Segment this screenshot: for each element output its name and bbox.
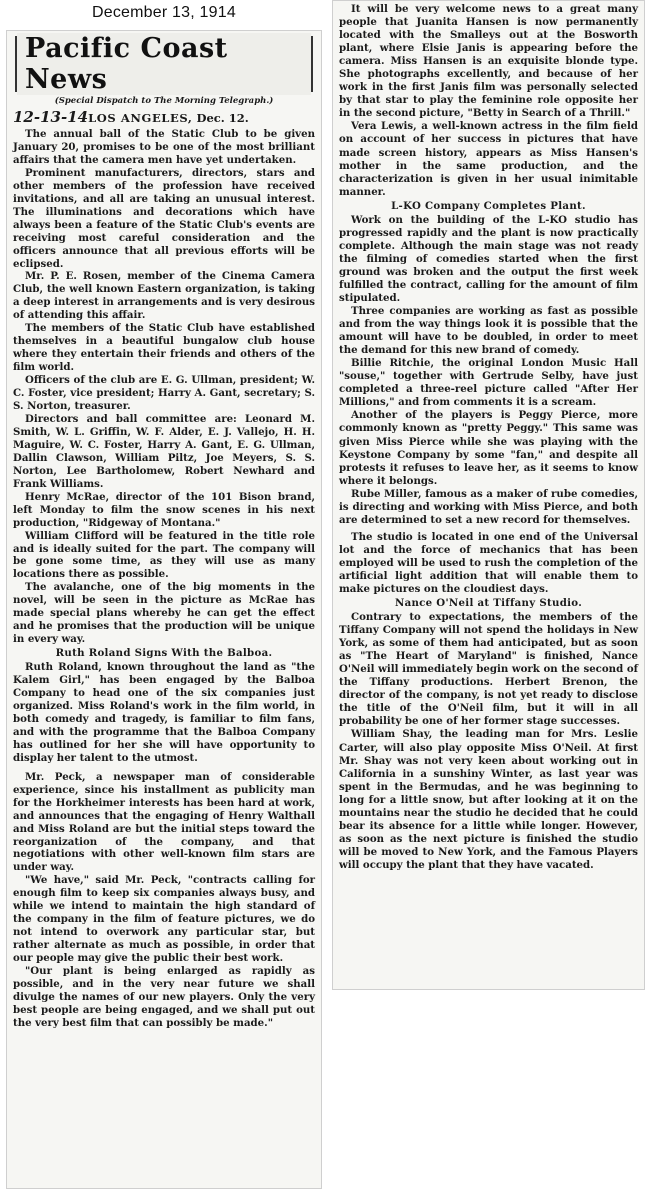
paragraph: Three companies are working as fast as possible and from the way things look it is possible that the amount will have to be doubled, in order to meet the demand for this new brand of comedy. — [339, 305, 638, 357]
masthead-title: Pacific Coast News — [17, 33, 311, 95]
right-column — [332, 0, 645, 990]
paragraph: Ruth Roland, known throughout the land as "the Kalem Girl," has been engaged by the Balboa Company to head one of the six companies just organized. Miss Roland's work in the film world, in both comedy and tragedy, is familiar to film fans, and with the programme that the Balboa Company has outlined for her she will have opportunity to display her talent to the utmost. — [13, 661, 315, 764]
paragraph: Another of the players is Peggy Pierce, more commonly known as "pretty Peggy." This same was given Miss Pierce while she was playing with the Keystone Company by some "fan," and despite all protests it refuses to leave her, as it seems to know where it belongs. — [339, 409, 638, 487]
clipping-date-caption: December 13, 1914 — [92, 4, 236, 21]
dateline-date: Dec. 12. — [192, 111, 249, 125]
paragraph: The avalanche, one of the big moments in the novel, will be seen in the picture as McRae has made special plans whereby he can get the effect and he promises that the production will be unique in every way. — [13, 581, 315, 646]
dateline — [13, 108, 315, 126]
subhead-ruth-roland: Ruth Roland Signs With the Balboa. — [55, 647, 273, 660]
subhead-nance-oneil: Nance O'Neil at Tiffany Studio. — [394, 597, 583, 610]
paragraph: Directors and ball committee are: Leonard M. Smith, W. L. Griffin, W. F. Alder, E. J. Vallejo, H. H. Maguire, W. C. Foster, Harry A. Gant, E. G. Ullman, Dallin Clawson, William Piltz, Joe Meyers, S. S. Norton, Lee Bartholomew, Robert Newhard and Frank Williams. — [13, 412, 315, 490]
paragraph: The studio is located in one end of the Universal lot and the force of mechanics that has been employed will be used to rush the completion of the artificial light addition that will enable them to make pictures on the cloudiest days. — [339, 530, 638, 596]
right-article — [333, 1, 644, 872]
paragraph: William Clifford will be featured in the title role and is ideally suited for the part. The company will be gone some time, as they will use as many locations there as possible. — [13, 529, 315, 581]
paragraph: Billie Ritchie, the original London Music Hall "souse," together with Gertrude Selby, have just completed a three-reel picture called "After Her Millions," and from comments it is a scream. — [339, 357, 638, 409]
left-article-static-club — [7, 128, 321, 1030]
paragraph: Work on the building of the L-KO studio has progressed rapidly and the plant is now practically complete. Although the main stage was not ready the filming of comedies started when the first ground was broken and the output the first week fulfilled the contract, calling for the amount of film stipulated. — [339, 213, 638, 304]
paragraph: Contrary to expectations, the members of the Tiffany Company will not spend the holidays in New York, as some of them had anticipated, but as soon as "The Heart of Maryland" is finished, Nance O'Neil will immediately begin work on the second of the Tiffany productions. Herbert Brenon, the director of the company, is not yet ready to disclose the title of the O'Neil film, but it will in all probability be one of her former stage successes. — [339, 611, 638, 728]
paragraph: The annual ball of the Static Club to be given January 20, promises to be one of the most brilliant affairs that the camera men have yet undertaken. — [13, 128, 315, 166]
left-column — [6, 30, 322, 1189]
masthead — [15, 33, 313, 95]
paragraph: It will be very welcome news to a great many people that Juanita Hansen is now permanently located with the Smalleys out at the Bosworth plant, where Elsie Janis is appearing before the camera. Miss Hansen is an exquisite blonde type. She photographs excellently, and because of her work in the first Janis film was personally selected by that star to play the feminine role opposite her in the second picture, "Betty in Search of a Thrill." — [339, 3, 638, 120]
paragraph: "Our plant is being enlarged as rapidly as possible, and in the very near future we shall divulge the names of our new players. Only the very best people are being engaged, and we shall put out the very best film that can possibly be made." — [13, 965, 315, 1029]
paragraph: Henry McRae, director of the 101 Bison brand, left Monday to film the snow scenes in his next production, "Ridgeway of Montana." — [13, 490, 315, 529]
paragraph: "We have," said Mr. Peck, "contracts calling for enough film to keep six companies always busy, and while we intend to maintain the high standard of the company in the film of feature pictures, we do not intend to overwork any particular star, but rather alternate as much as possible, in order that our people may give the public their best work. — [13, 874, 315, 965]
dispatch-line: (Special Dispatch to The Morning Telegraph.) — [54, 96, 274, 106]
paragraph: Officers of the club are E. G. Ullman, president; W. C. Foster, vice president; Harry A. Gant, secretary; S. S. Norton, treasurer. — [13, 374, 315, 413]
handwritten-date: 12-13-14 — [13, 108, 89, 126]
paragraph: Mr. Peck, a newspaper man of considerable experience, since his installment as publicity man for the Horkheimer interests has been hard at work, and announces that the engaging of Henry Walthall and Miss Roland are but the initial steps toward the reorganization of the company, and that negotiations with other well-known film stars are under way. — [13, 770, 315, 874]
subhead-lko: L-KO Company Completes Plant. — [391, 199, 586, 212]
dateline-place: LOS ANGELES, — [88, 111, 193, 125]
paragraph: The members of the Static Club have established themselves in a beautiful bungalow club house where they entertain their friends and others of the film world. — [13, 322, 315, 374]
paragraph: Rube Miller, famous as a maker of rube comedies, is directing and working with Miss Pierce, and both are determined to set a new record for themselves. — [339, 487, 638, 526]
paragraph: Vera Lewis, a well-known actress in the film field on account of her success in pictures that have made screen history, appears as Miss Hansen's mother in the same production, and the characterization is given in her usual inimitable manner. — [339, 120, 638, 198]
paragraph: Prominent manufacturers, directors, stars and other members of the profession have received invitations, and all are taking an unusual interest. The illuminations and decorations which have always been a feature of the Static Club's events are receiving most careful consideration and the officers announce that all previous efforts will be eclipsed. — [13, 166, 315, 270]
paragraph: William Shay, the leading man for Mrs. Leslie Carter, will also play opposite Miss O'Neil. At first Mr. Shay was not very keen about working out in California in a sunshiny Winter, as last year was spent in the Bermudas, and he was beginning to long for a little snow, but after looking at it on the mountains near the studio he decided that he could bear its absence for a little while longer. However, as soon as the next picture is finished the studio will be moved to New York, and the Famous Players will occupy the plant that they have vacated. — [339, 728, 638, 871]
paragraph: Mr. P. E. Rosen, member of the Cinema Camera Club, the well known Eastern organization, is taking a deep interest in arrangements and is very desirous of attending this affair. — [13, 270, 315, 322]
